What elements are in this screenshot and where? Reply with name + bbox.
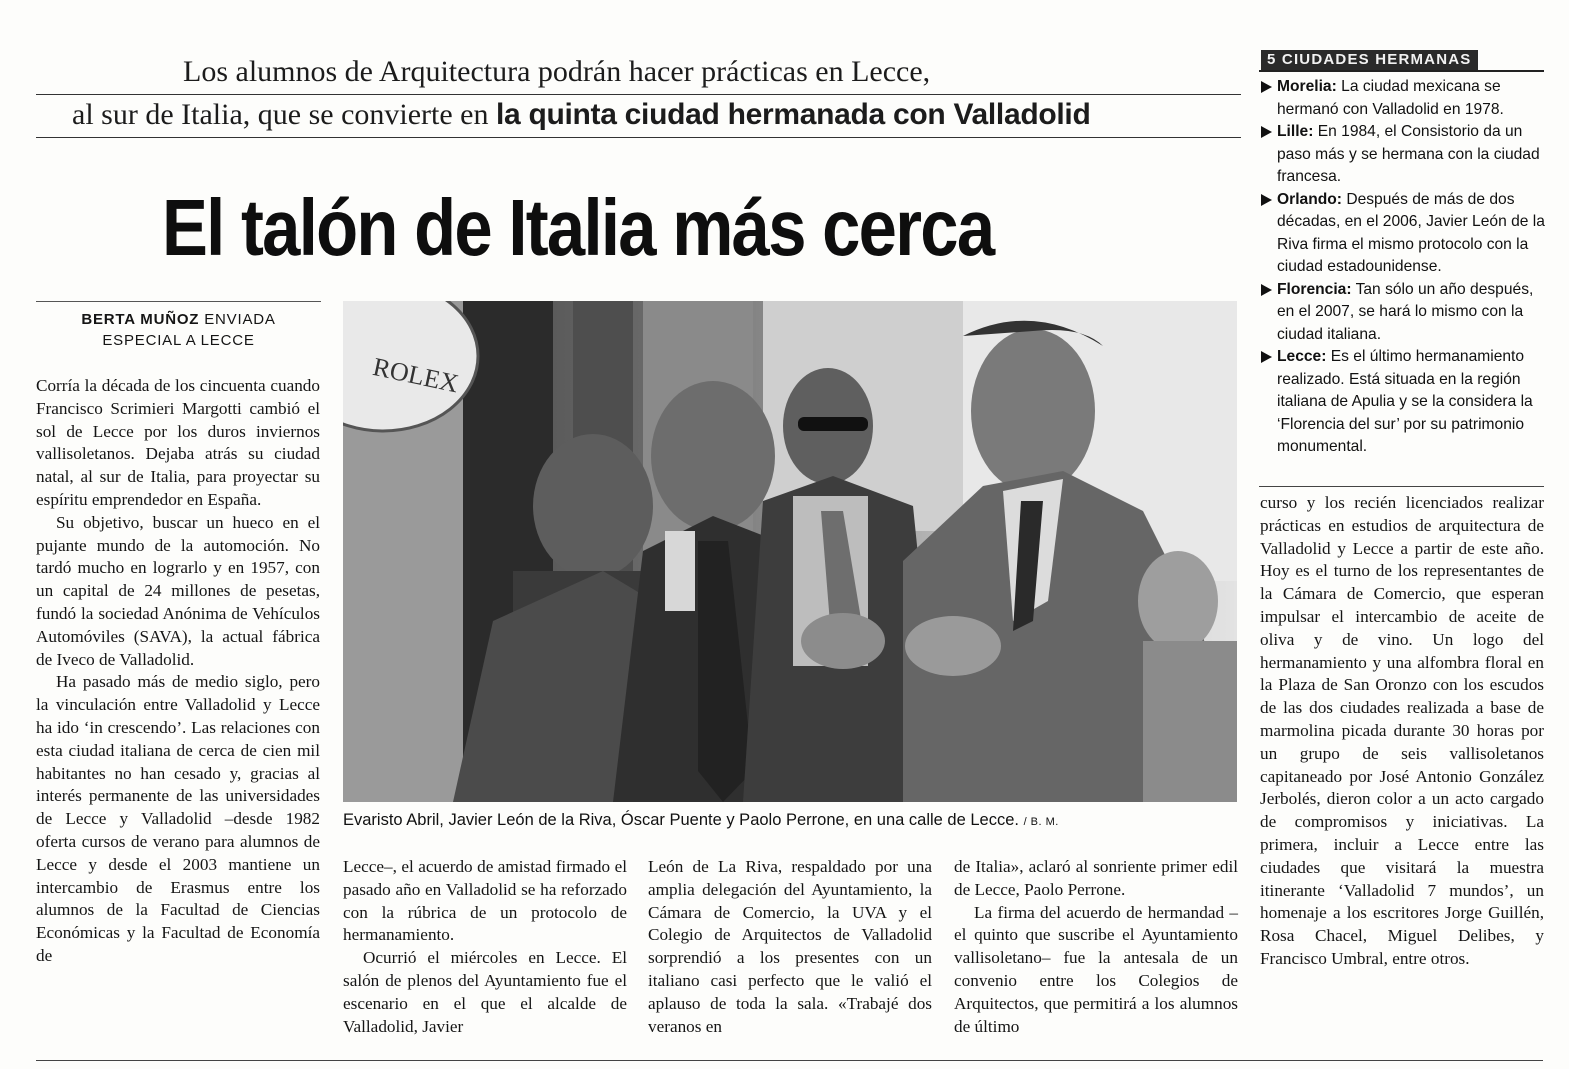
kicker-bottom-rule	[36, 137, 1241, 138]
sidebar-list	[1261, 76, 1545, 459]
sidebar-item-city: Lille:	[1277, 123, 1314, 140]
byline-rule	[36, 301, 321, 302]
paragraph: Ocurrió el miércoles en Lecce. El salón de plenos del Ayuntamiento fue el escenario en el que el alcalde de Valladolid, Javier	[343, 948, 627, 1036]
sidebar-item-city: Lecce:	[1277, 348, 1327, 365]
sidebar-item-florencia	[1261, 279, 1545, 347]
article-column-2	[343, 856, 627, 1038]
bullet-arrow-icon	[1261, 351, 1272, 363]
rolex-sign-text: ROLEX	[370, 352, 462, 399]
bullet-arrow-icon	[1261, 194, 1272, 206]
photo-credit: / B. M.	[1023, 816, 1059, 828]
sidebar-item-city: Orlando:	[1277, 190, 1342, 208]
paragraph: Lecce–, el acuerdo de amistad firmado el pasado año en Valladolid se ha reforzado con la rúbrica de un protocolo de hermanamiento.	[343, 857, 627, 945]
paragraph: León de La Riva, respaldado por una amplia delegación del Ayuntamiento, la Cámara de Comercio, la UVA y el Colegio de Arquitectos de Valladolid sorprendió a los presentes con un italiano casi perfecto que le valió el aplauso de toda la sala. «Trabajé dos veranos en	[648, 857, 932, 1036]
article-column-4	[954, 856, 1238, 1038]
kicker-line-2	[72, 96, 1090, 133]
byline-author: BERTA MUÑOZ	[81, 311, 200, 328]
sidebar-bottom-rule	[1259, 486, 1544, 487]
sidebar-item-city: Florencia:	[1277, 280, 1352, 298]
photo-caption	[343, 810, 1059, 832]
kicker-line-1: Los alumnos de Arquitectura podrán hacer prácticas en Lecce,	[183, 55, 931, 88]
sidebar-item-lille	[1261, 121, 1545, 189]
sidebar-item-text: Tan sólo un año después, en el 2007, se hará lo mismo con la ciudad italiana.	[1277, 280, 1534, 343]
sidebar-item-text: Después de más de dos décadas, en el 2006, Javier León de la Riva firma el mismo protocolo con la ciudad estadounidense.	[1277, 190, 1545, 275]
byline-role-1: ENVIADA	[204, 311, 276, 328]
kicker-divider	[36, 94, 1241, 95]
kicker-line-2-plain: al sur de Italia, que se convierte en	[72, 98, 496, 131]
bullet-arrow-icon	[1261, 81, 1272, 93]
paragraph: curso y los recién licenciados realizar prácticas en estudios de arquitectura de Valladolid y Lecce a partir de este año. Hoy es el turno de los representantes de la Cámara de Comercio, que esperan impulsar el intercambio de aceite de oliva y de vino. Un logo del hermanamiento y una alfombra floral en la Plaza de San Oronzo con los escudos de las dos ciudades realizada a base de marmolina picada durante 30 horas por un grupo de seis vallisoletanos capitaneado por José Antonio González Jerbolés, dieron color a un acto cargado de compromisos y iniciativas. La primera, incluir a Lecce entre las ciudades que visitará la muestra itinerante ‘Valladolid 7 mundos’, un homenaje a los escritores Jorge Guillén, Rosa Chacel, Miguel Delibes, y Francisco Umbral, entre otros.	[1260, 493, 1544, 968]
headline: El talón de Italia más cerca	[162, 183, 994, 272]
sidebar-item-text: La ciudad mexicana se hermanó con Valladolid en 1978.	[1277, 78, 1504, 118]
article-column-1	[36, 375, 320, 968]
paragraph: Su objetivo, buscar un hueco en el pujante mundo de la automoción. No tardó mucho en lograrlo y en 1957, con un capital de 24 millones de pesetas, fundó la sociedad Anónima de Vehículos Automóviles (SAVA), la actual fábrica de Iveco de Valladolid.	[36, 512, 320, 669]
paragraph: de Italia», aclaró al sonriente primer edil de Lecce, Paolo Perrone.	[954, 857, 1238, 899]
bullet-arrow-icon	[1261, 126, 1272, 138]
article-photo	[343, 301, 1237, 802]
photo-caption-text: Evaristo Abril, Javier León de la Riva, Óscar Puente y Paolo Perrone, en una calle de Lecce.	[343, 811, 1019, 829]
bullet-arrow-icon	[1261, 284, 1272, 296]
page-bottom-rule	[36, 1060, 1543, 1061]
kicker-line-2-bold: la quinta ciudad hermanada con Valladolid	[495, 98, 1091, 131]
paragraph: La firma del acuerdo de hermandad –el quinto que suscribe el Ayuntamiento vallisoletano– fue la antesala de un convenio entre los Colegios de Arquitectos, que permitirá a los alumnos de último	[954, 902, 1238, 1036]
sidebar-item-lecce	[1261, 346, 1545, 459]
byline-role-2: ESPECIAL A LECCE	[102, 332, 255, 349]
paragraph: Corría la década de los cincuenta cuando Francisco Scrimieri Margotti cambió el sol de Lecce por los duros inviernos vallisoletanos. Dejaba atrás su ciudad natal, al sur de Italia, para proyectar su espíritu emprendedor en España.	[36, 376, 320, 509]
sidebar-item-city: Morelia:	[1277, 78, 1337, 95]
sidebar-item-orlando	[1261, 189, 1545, 279]
article-column-5	[1260, 492, 1544, 971]
byline	[36, 309, 321, 351]
paragraph: Ha pasado más de medio siglo, pero la vinculación entre Valladolid y Lecce ha ido ‘in crescendo’. Las relaciones con esta ciudad italiana de cerca de cien mil habitantes no han cesado y, gracias al interés permanente de las universidades de Lecce y Valladolid –desde 1982 oferta cursos de verano para alumnos de Lecce y desde el 2003 mantiene un intercambio de Erasmus entre los alumnos de la Facultad de Ciencias Económicas y la Facultad de Economía de	[36, 672, 320, 965]
sidebar-item-morelia	[1261, 76, 1545, 121]
sidebar-title: 5 CIUDADES HERMANAS	[1261, 50, 1478, 70]
article-column-3	[648, 856, 932, 1038]
sidebar-top-rule	[1259, 70, 1544, 72]
sidebar-item-text: Es el último hermanamiento realizado. Está situada en la región italiana de Apulia y se la considera la ‘Florencia del sur’ por su patrimonio monumental.	[1277, 348, 1533, 455]
sidebar-item-text: En 1984, el Consistorio da un paso más y se hermana con la ciudad francesa.	[1277, 123, 1540, 185]
